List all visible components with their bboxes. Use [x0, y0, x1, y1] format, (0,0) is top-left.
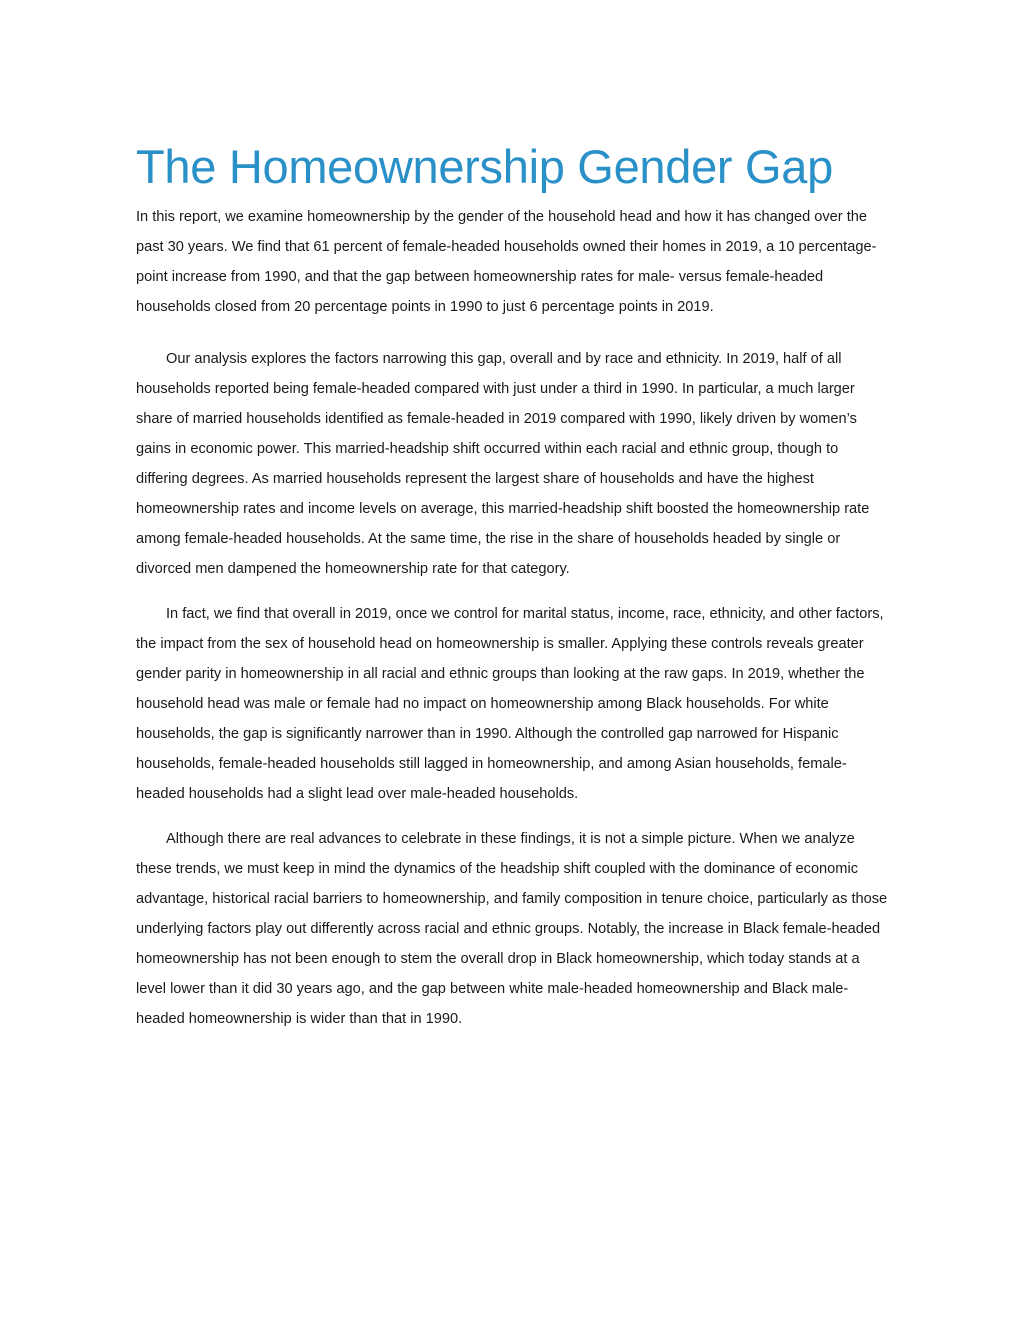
body-paragraph: Although there are real advances to celebrate in these findings, it is not a simple picture. When we analyze these trends, we must keep in mind the dynamics of the headship shift coupled with the dominance of economic advantage, historical racial barriers to homeownership, and family composition in tenure choice, particularly as those underlying factors play out differently across racial and ethnic groups. Notably, the increase in Black female-headed homeownership has not been enough to stem the overall drop in Black homeownership, which today stands at a level lower than it did 30 years ago, and the gap between white male-headed homeownership and Black male-headed homeownership is wider than that in 1990.: [136, 831, 888, 1027]
document-page: [136, 138, 888, 1034]
body-paragraph: In fact, we find that overall in 2019, once we control for marital status, income, race, ethnicity, and other factors, the impact from the sex of household head on homeownership is smaller. Applying these controls reveals greater gender parity in homeownership in all racial and ethnic groups than looking at the raw gaps. In 2019, whether the household head was male or female had no impact on homeownership among Black households. For white households, the gap is significantly narrower than in 1990. Although the controlled gap narrowed for Hispanic households, female-headed households still lagged in homeownership, and among Asian households, female-headed households had a slight lead over male-headed households.: [136, 606, 884, 802]
document-title: The Homeownership Gender Gap: [136, 140, 833, 193]
body-paragraph: Our analysis explores the factors narrowing this gap, overall and by race and ethnicity. In 2019, half of all households reported being female-headed compared with just under a third in 1990. In particular, a much larger share of married households identified as female-headed in 2019 compared with 1990, likely driven by women’s gains in economic power. This married-headship shift occurred within each racial and ethnic group, though to differing degrees. As married households represent the largest share of households and have the highest homeownership rates and income levels on average, this married-headship shift boosted the homeownership rate among female-headed households. At the same time, the rise in the share of households headed by single or divorced men dampened the homeownership rate for that category.: [136, 351, 870, 577]
body-paragraph: In this report, we examine homeownership by the gender of the household head and how it has changed over the past 30 years. We find that 61 percent of female-headed households owned their homes in 2019, a 10 percentage-point increase from 1990, and that the gap between homeownership rates for male- versus female-headed households closed from 20 percentage points in 1990 to just 6 percentage points in 2019.: [136, 209, 877, 315]
